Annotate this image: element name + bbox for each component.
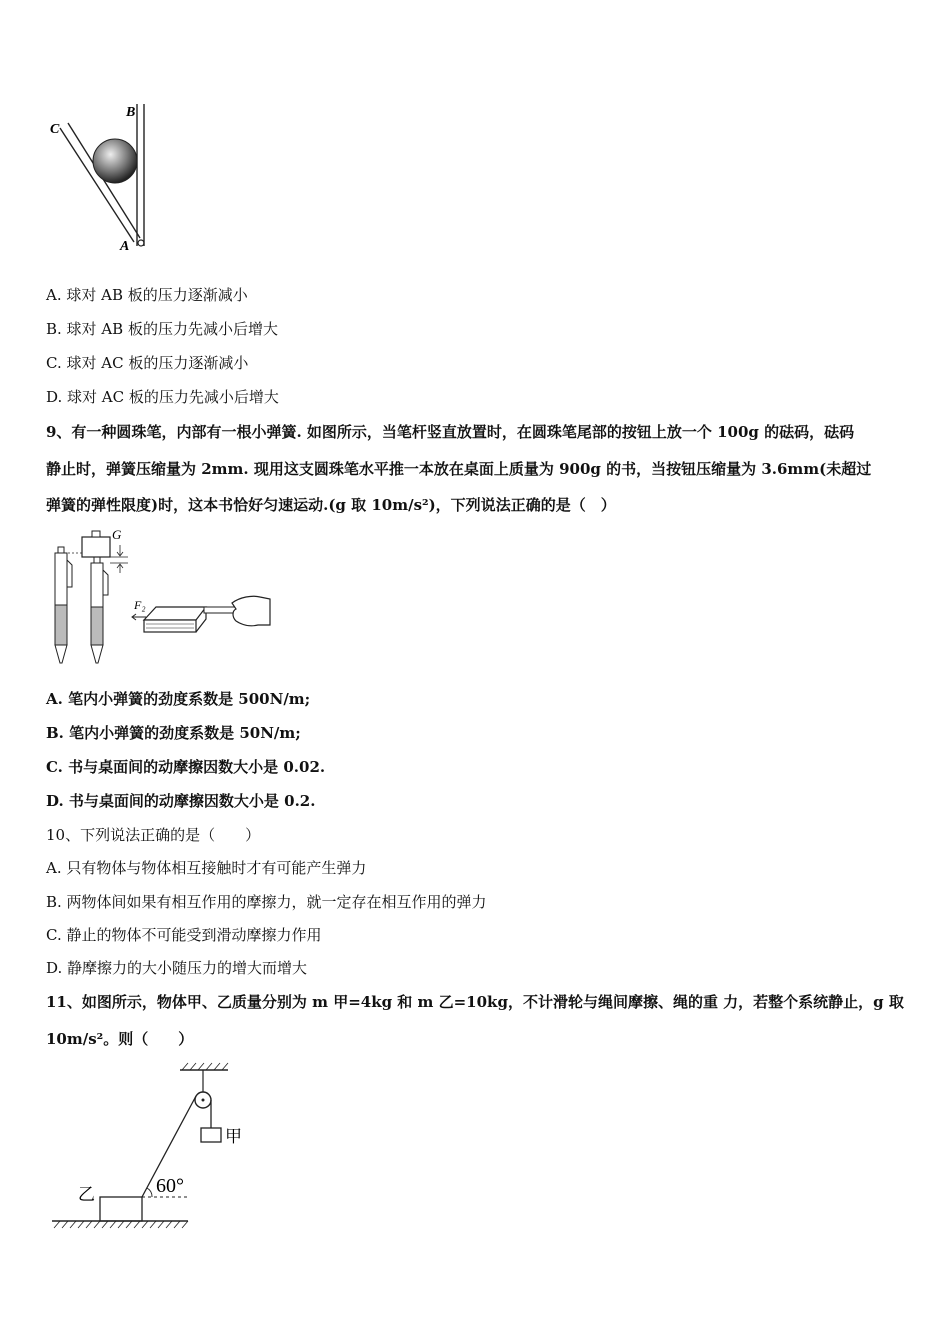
q8-option-d: D. 球对 AC 板的压力先减小后增大 bbox=[46, 388, 279, 406]
q9-figure bbox=[46, 525, 276, 670]
q8-option-c: C. 球对 AC 板的压力逐渐减小 bbox=[46, 354, 249, 372]
weight-block bbox=[82, 531, 110, 557]
q9-stem-line-1: 9、有一种圆珠笔，内部有一根小弹簧. 如图所示，当笔杆竖直放置时，在圆珠笔尾部的按钮上放一个 100g 的砝码，砝码 bbox=[46, 423, 855, 441]
q9-stem-line-3: 弹簧的弹性限度)时，这本书恰好匀速运动.(g 取 10m/s²)，下列说法正确的是（ ） bbox=[46, 496, 616, 514]
q10-option-a: A. 只有物体与物体相互接触时才有可能产生弹力 bbox=[46, 859, 367, 877]
board-ab bbox=[137, 104, 144, 246]
label-g: G bbox=[112, 527, 122, 542]
board-ac bbox=[60, 123, 140, 242]
q11-figure bbox=[48, 1060, 258, 1240]
label-jia: 甲 bbox=[225, 1127, 242, 1146]
label-c: C bbox=[50, 122, 60, 137]
q10-option-b: B. 两物体间如果有相互作用的摩擦力，就一定存在相互作用的弹力 bbox=[46, 893, 487, 911]
pen-right bbox=[91, 557, 108, 663]
q8-option-b: B. 球对 AB 板的压力先减小后增大 bbox=[46, 320, 278, 338]
arrow-f2 bbox=[132, 614, 146, 620]
q10-stem: 10、下列说法正确的是（ ） bbox=[46, 826, 261, 844]
q10-option-c: C. 静止的物体不可能受到滑动摩擦力作用 bbox=[46, 926, 322, 944]
q9-option-a: A. 笔内小弹簧的劲度系数是 500N/m; bbox=[46, 690, 311, 708]
q9-stem-line-2: 静止时，弹簧压缩量为 2mm. 现用这支圆珠笔水平推一本放在桌面上质量为 900g 的书，当按钮压缩量为 3.6mm(未超过 bbox=[46, 460, 872, 478]
ball bbox=[93, 139, 137, 183]
block-yi bbox=[100, 1197, 142, 1221]
label-a: A bbox=[120, 239, 130, 254]
block-jia bbox=[201, 1128, 221, 1142]
ceiling bbox=[180, 1063, 228, 1070]
label-angle: 60° bbox=[156, 1175, 184, 1197]
q9-option-b: B. 笔内小弹簧的劲度系数是 50N/m; bbox=[46, 724, 301, 742]
hand bbox=[232, 596, 270, 626]
hinge-a bbox=[138, 240, 144, 246]
q11-stem-line-2: 10m/s²。则（ ） bbox=[46, 1030, 194, 1048]
q9-option-d: D. 书与桌面间的动摩擦因数大小是 0.2. bbox=[46, 792, 316, 810]
pen-left bbox=[55, 547, 72, 663]
label-b: B bbox=[126, 105, 136, 120]
label-f2: F₂ bbox=[134, 598, 146, 612]
ground bbox=[52, 1221, 188, 1228]
label-yi: 乙 bbox=[78, 1185, 95, 1204]
book bbox=[144, 607, 206, 632]
q8-option-a: A. 球对 AB 板的压力逐渐减小 bbox=[46, 286, 248, 304]
q10-option-d: D. 静摩擦力的大小随压力的增大而增大 bbox=[46, 959, 308, 977]
q8-figure bbox=[48, 100, 168, 255]
q11-stem-line-1: 11、如图所示，物体甲、乙质量分别为 m 甲=4kg 和 m 乙=10kg，不计滑轮与绳间摩擦、绳的重 力，若整个系统静止，g 取 bbox=[46, 993, 904, 1011]
q9-option-c: C. 书与桌面间的动摩擦因数大小是 0.02. bbox=[46, 758, 326, 776]
